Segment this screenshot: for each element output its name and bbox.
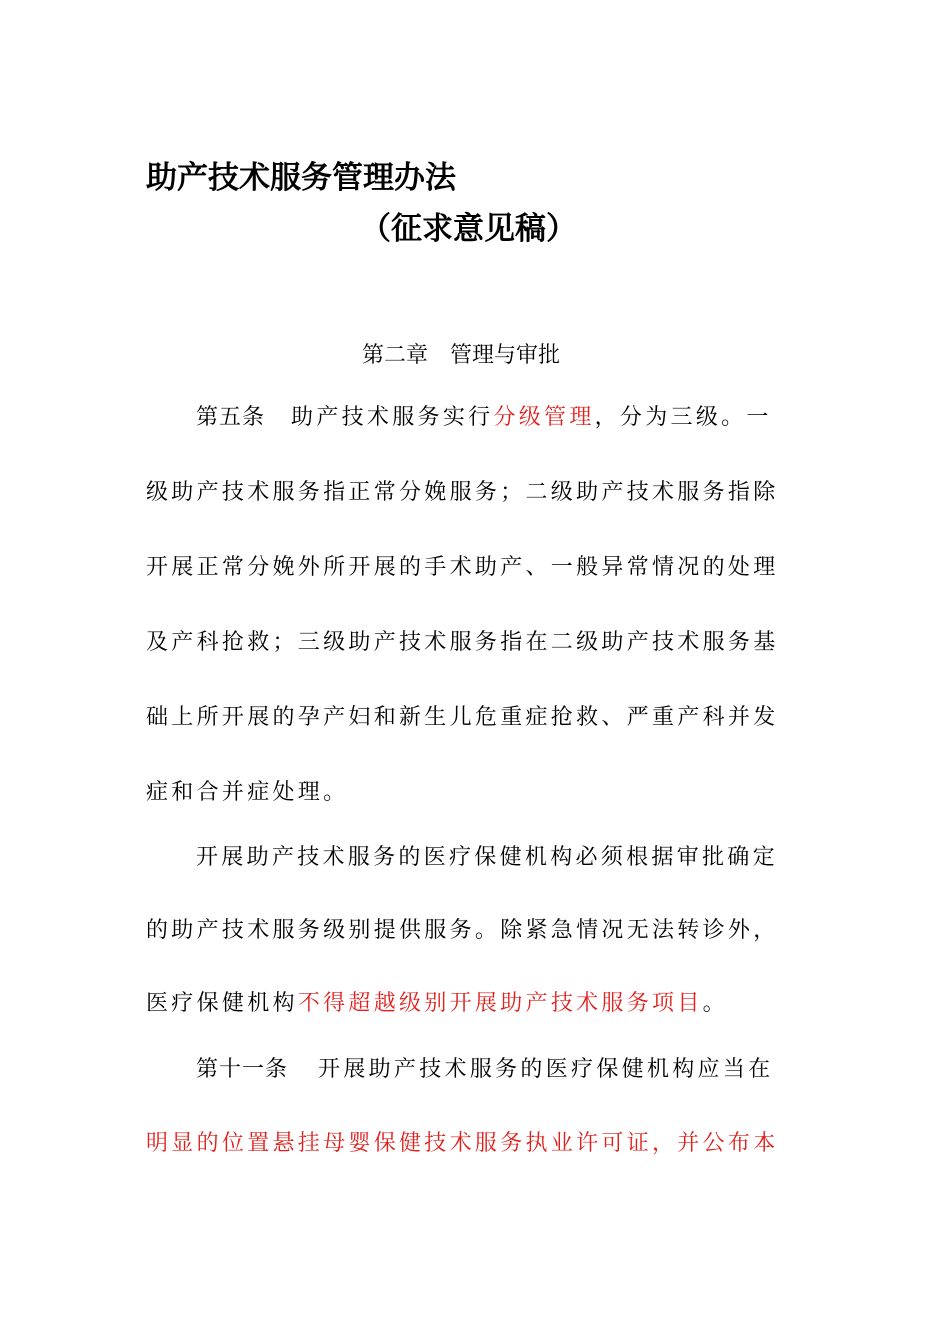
article11-text: 开展助产技术服务的医疗保健机构应当在 — [318, 1057, 774, 1082]
chapter-name: 管理与审批 — [450, 343, 561, 368]
chapter-number: 第二章 — [362, 343, 429, 368]
article5-highlight: 分级管理 — [493, 405, 595, 430]
article5-label: 第五条 — [196, 405, 266, 430]
article5-para2-text-a: 医疗保健机构 — [146, 991, 298, 1016]
article5-line4: 及产科抢救；三级助产技术服务指在二级助产技术服务基 — [146, 630, 779, 655]
document-subtitle: （征求意见稿） — [360, 211, 577, 247]
article11-line1 — [196, 1052, 773, 1083]
article5-para2-line3 — [146, 986, 728, 1017]
article5-line1 — [196, 400, 772, 431]
article11-line2: 明显的位置悬挂母婴保健技术服务执业许可证，并公布本 — [146, 1131, 779, 1156]
article5-para2-text-b: 。 — [702, 991, 728, 1016]
article5-para2-highlight: 不得超越级别开展助产技术服务项目 — [297, 991, 703, 1016]
chapter-heading — [362, 338, 560, 369]
article5-text-a: 助产技术服务实行 — [291, 405, 494, 430]
article5-line5: 础上所开展的孕产妇和新生儿危重症抢救、严重产科并发 — [146, 705, 779, 730]
article5-para2-line1: 开展助产技术服务的医疗保健机构必须根据审批确定 — [196, 845, 778, 870]
article5-line6: 症和合并症处理。 — [146, 780, 349, 805]
article5-para2-line2: 的助产技术服务级别提供服务。除紧急情况无法转诊外， — [146, 918, 779, 943]
article11-label: 第十一条 — [196, 1057, 289, 1082]
article5-line2: 级助产技术服务指正常分娩服务；二级助产技术服务指除 — [146, 480, 779, 505]
article5-text-b: ，分为三级。一 — [594, 405, 772, 430]
article5-line3: 开展正常分娩外所开展的手术助产、一般异常情况的处理 — [146, 555, 779, 580]
document-title: 助产技术服务管理办法 — [146, 160, 456, 196]
